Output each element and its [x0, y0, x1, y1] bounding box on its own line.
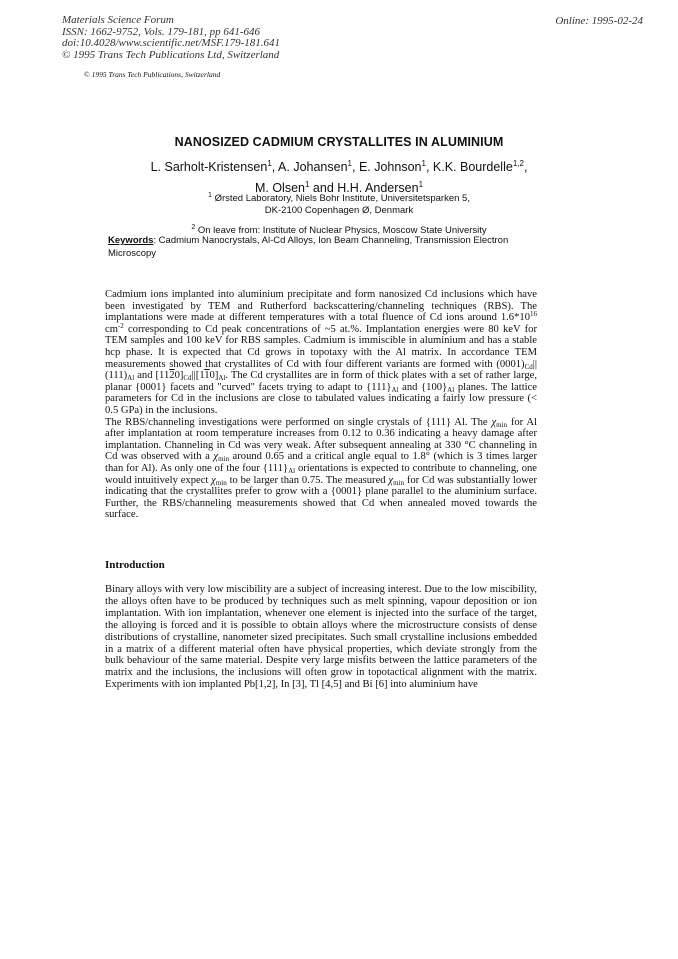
abstract-text: cm: [105, 323, 118, 335]
abstract-subscript: min: [215, 478, 227, 487]
affiliation-mark: 1: [208, 192, 212, 199]
abstract-text: to be larger than 0.75. The measured: [226, 474, 389, 486]
introduction-paragraph: Binary alloys with very low miscibility are a subject of increasing interest. Due to the low miscibility, the alloys often have to be produced by techniques such as melt spinning, vapour deposition or ion implantation. With ion implantation, whenever one element is injected into the surface of the target, the alloying is forced and it is possible to obtain alloys where the microstructure consists of dense distributions of crystalline, nanometer sized precipitates. Such small crystalline inclusions embedded in a matrix of a different material often have physical properties, which deviate strongly from the bulk behaviour of the same material. Despite very large misfits between the lattice parameters of the matrix and the inclusions, the inclusions will often grow in topotactical alignment with the matrix. Experiments with ion implanted Pb[1,2], In [3], Tl [4,5] and Bi [6] into aluminium have: [105, 584, 537, 691]
section-heading-introduction: Introduction: [105, 559, 165, 571]
abstract-superscript: -2: [117, 321, 124, 330]
keywords-label: Keywords: [108, 235, 154, 246]
abstract-text: ||[1: [191, 370, 205, 382]
issn-line: ISSN: 1662-9752, Vols. 179-181, pp 641-646: [62, 25, 260, 38]
affiliation-line: Ørsted Laboratory, Niels Bohr Institute, Universitetsparken 5,: [214, 193, 470, 204]
affiliation-1: [60, 190, 618, 217]
abstract-subscript: Al: [218, 374, 226, 383]
abstract-text: Cadmium ions implanted into aluminium precipitate and form nanosized Cd inclusions which have been investigated by TEM and Rutherford backscattering/channeling techniques (RBS). The implantations were made at different temperatures with a total fluence of Cd ions around 1.6*10: [105, 289, 537, 324]
doi-link[interactable]: doi:10.4028/www.scientific.net/MSF.179-181.641: [62, 37, 281, 49]
author-name: H.H. Andersen: [337, 181, 419, 195]
abstract-text: orientations is expected to contribute to channeling, one would intuitively expect: [105, 462, 537, 486]
abstract-text: and {100}: [398, 381, 448, 393]
abstract: [105, 289, 537, 521]
author-affiliation-mark: 1: [267, 159, 272, 168]
abstract-overline-index: 2: [169, 370, 175, 382]
abstract-subscript: Cd: [183, 374, 192, 383]
author-name: M. Olsen: [254, 181, 305, 195]
keywords: [108, 235, 548, 260]
author-list: L. Sarholt-Kristensen$^1$, A. Johansen$^1$, E. Johnson$^1$, K.K. Bourdelle$^{1,2}$, M. Olsen$^1$ and H.H. Andersen$^1$: [150, 159, 528, 195]
abstract-subscript: Al: [288, 466, 296, 475]
journal-citation-block: [62, 15, 362, 61]
chi-symbol: χ: [213, 451, 219, 463]
author-affiliation-mark: 1: [418, 180, 424, 189]
abstract-subscript: min: [496, 420, 508, 429]
affiliations: [60, 190, 618, 237]
abstract-subscript: min: [393, 478, 404, 487]
journal-name: Materials Science Forum: [62, 14, 174, 26]
scan-copyright: © 1995 Trans Tech Publications, Switzerland: [84, 70, 221, 79]
author-affiliation-mark: 1: [304, 180, 310, 189]
abstract-subscript: Al: [127, 374, 135, 383]
abstract-text: corresponding to Cd peak concentrations of ~5 at.%. Implantation energies were 80 keV for TEM samples and 100 keV for RBS samples. Cadmium is immiscible in aluminium and has a stable hcp phase. It is expected that Cd grows in topotaxy with the Al matrix. In accordance TEM measurements showed that crystallites of Cd with four different variants are formed with (0001): [105, 323, 537, 370]
abstract-text: . The Cd crystallites are in form of thick plates with a set of rather large, planar {0001} facets and "curved" facets trying to adapt to {111}: [105, 370, 537, 393]
chi-symbol: χ: [388, 474, 394, 486]
abstract-subscript: Al: [391, 385, 399, 394]
author-name: A. Johansen: [278, 160, 348, 174]
abstract-text: around 0.65 and a critical angle equal to 1.8° (which is 3 times larger than for Al). As only one of the four {111}: [105, 451, 538, 474]
abstract-overline-index: 1: [204, 370, 210, 382]
abstract-subscript: Cd: [524, 362, 533, 371]
affiliation-line: DK-2100 Copenhagen Ø, Denmark: [264, 205, 414, 216]
abstract-text: 0]: [209, 370, 219, 382]
keywords-text: : Cadmium Nanocrystals, Al-Cd Alloys, Ion Beam Channeling, Transmission Electron Microscopy: [108, 235, 509, 259]
paper-title: NANOSIZED CADMIUM CRYSTALLITES IN ALUMINIUM: [174, 135, 504, 149]
abstract-text: for Cd was substantially lower indicating that the crystallites prefer to grow with a {0001} plane parallel to the aluminium surface. Further, the RBS/channeling measurements showed that Cd when annealed moved towards the surface.: [105, 474, 537, 521]
author-name: K.K. Bourdelle: [432, 160, 513, 174]
abstract-text: planes. The lattice parameters for Cd in the inclusions are close to tabulated values indicating a fairly low pressure (< 0.5 GPa) in the inclusions.: [105, 381, 537, 416]
abstract-text: ||(111): [105, 358, 537, 382]
abstract-text: 0]: [174, 370, 184, 382]
author-affiliation-mark: 1: [421, 159, 426, 168]
abstract-text: for Al after implantation at room temperature increases from 0.12 to 0.36 indicating a heavy damage after implantation. Channeling in Cd was very weak. After subsequent annealing at 330 °C channeling in Cd was observed with a: [105, 416, 537, 463]
affiliation-mark: 2: [191, 224, 196, 231]
abstract-text: and [11: [134, 370, 170, 382]
abstract-subscript: min: [218, 455, 229, 464]
chi-symbol: χ: [491, 416, 497, 428]
abstract-superscript: 16: [530, 310, 537, 319]
authors-conjunction: and: [312, 181, 334, 195]
author-affiliation-mark: 1: [347, 159, 352, 168]
chi-symbol: χ: [211, 474, 216, 486]
affiliation-line: On leave from: Institute of Nuclear Physics, Moscow State University: [197, 225, 487, 236]
abstract-subscript: Al: [447, 385, 455, 394]
online-date: Online: 1995-02-24: [555, 15, 643, 27]
abstract-text: The RBS/channeling investigations were performed on single crystals of {111} Al. The: [105, 416, 492, 428]
publisher-copyright: © 1995 Trans Tech Publications Ltd, Switzerland: [62, 48, 280, 61]
author-name: L. Sarholt-Kristensen: [150, 160, 268, 174]
author-name: E. Johnson: [358, 160, 422, 174]
author-affiliation-mark: 1,2: [512, 159, 524, 168]
